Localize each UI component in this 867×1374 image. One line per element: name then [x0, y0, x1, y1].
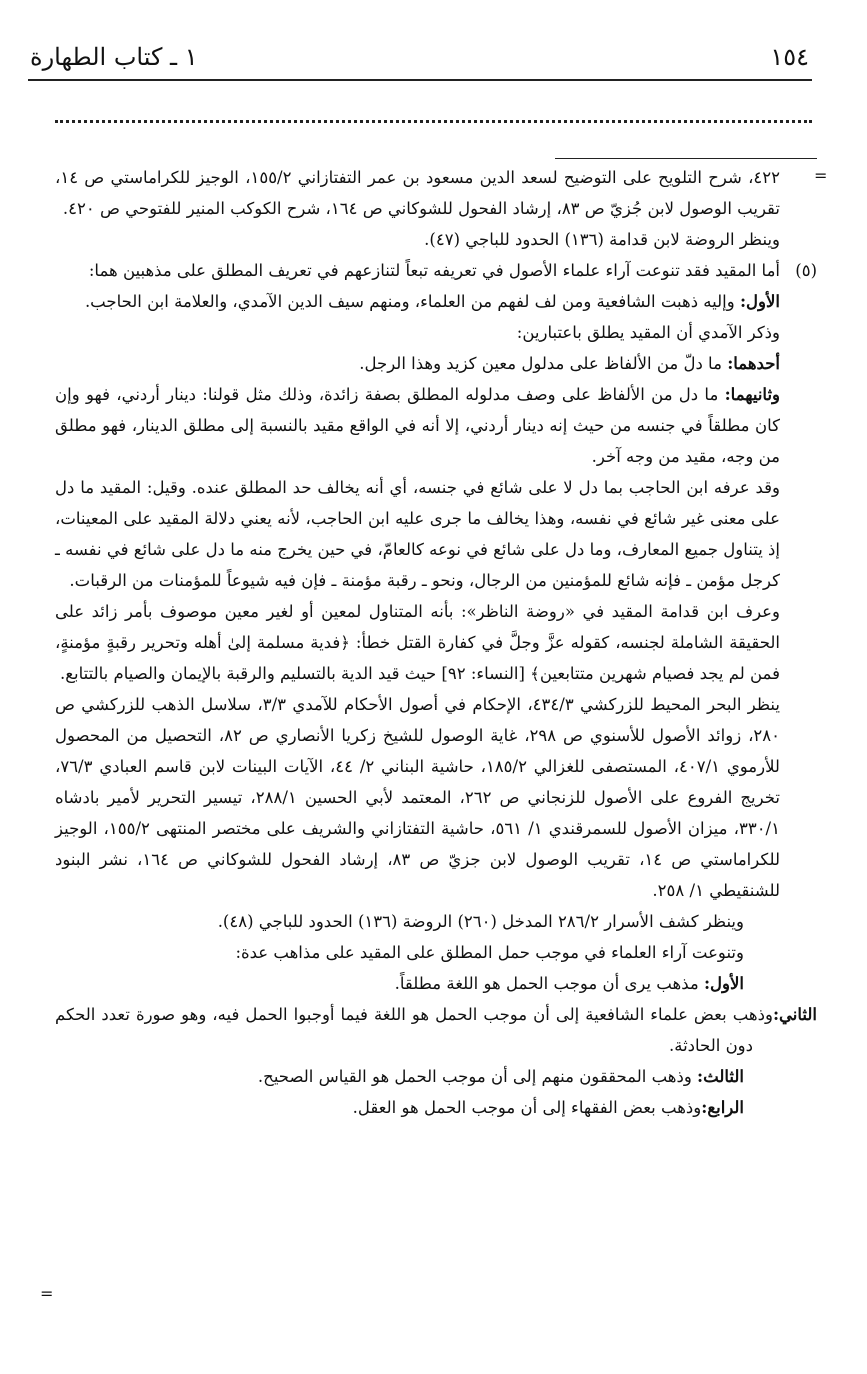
note-text: وإليه ذهبت الشافعية ومن لف لفهم من العلماء، ومنهم سيف الدين الآمدي، والعلامة ابن الحاجب.	[84, 292, 740, 311]
footnote-paragraph	[55, 317, 817, 348]
note-label: الأول:	[703, 974, 744, 993]
footnote-paragraph	[55, 596, 817, 689]
footnote-paragraph	[55, 348, 817, 379]
footnote-line	[55, 224, 817, 255]
footnote-paragraph	[55, 937, 817, 968]
note-label: الثاني:	[772, 1005, 817, 1024]
note-label: وثانيهما:	[724, 385, 780, 404]
footnote-paragraph	[55, 379, 817, 472]
footnote-5	[55, 255, 817, 286]
page-number: ١٥٤	[770, 43, 809, 71]
note-label: الأول:	[739, 292, 780, 311]
footnote-continuation	[55, 162, 817, 224]
note-text: وذهب المحققون منهم إلى أن موجب الحمل هو القياس الصحيح.	[257, 1067, 698, 1086]
note-text: ينظر البحر المحيط للزركشي ٤٣٤/٣، الإحكام في أصول الأحكام للآمدي ٣/٣، سلاسل الذهب للزركشي ص ٢٨٠، زوائد الأصول للأسنوي ص ٢٩٨، غاية الوصول للشيخ زكريا الأنصاري ص ٨٢، التحصيل من المحصول للأرموي ٤٠٧/١، المستصفى للغزالي ١٨٥/٢، حاشية البناني ٢/ ٤٤، الآيات البينات لابن قاسم العبادي ٧٦/٣، تخريج الفروع على الأصول للزنجاني ص ٢٦٢، المعتمد لأبي الحسين ٢٨٨/١، تيسير التحرير لأمير بادشاه ٣٣٠/١، ميزان الأصول للسمرقندي ١/ ٥٦١، حاشية التفتازاني والشريف على مختصر المنتهى ١٥٥/٢، الوجيز للكراماستي ص ١٤، تقريب الوصول لابن جزيّ ص ٨٣، إرشاد الفحول للشوكاني ص ١٦٤، نشر البنود للشنقيطي ١/ ٢٥٨.	[55, 695, 781, 900]
footnote-rule	[555, 158, 817, 159]
note-label: الثالث:	[697, 1067, 744, 1086]
footnote-number: (٥)	[795, 261, 817, 280]
note-text: وعرف ابن قدامة المقيد في «روضة الناظر»: بأنه المتناول لمعين أو لغير معين موصوف بأمر زائد على الحقيقة الشاملة لجنسه، كقوله عزَّ وجلَّ في كفارة القتل خطأ: ﴿فدية مسلمة إلىٰ أهله وتحرير رقبةٍ مؤمنةٍ، فمن لم يجد فصيام شهرين متتابعين﴾ [النساء: ٩٢] حيث قيد الدية بالتسليم والرقبة بالإيمان والصيام بالتتابع.	[55, 602, 780, 683]
note-label: الرابع:	[701, 1098, 744, 1117]
footnote-paragraph	[55, 999, 817, 1061]
header-rule	[28, 79, 812, 81]
footnote-paragraph	[55, 472, 817, 596]
footnote-references	[55, 689, 817, 906]
dotted-separator	[55, 120, 812, 123]
note-text: وذكر الآمدي أن المقيد يطلق باعتبارين:	[516, 323, 780, 342]
footnote-paragraph	[55, 1061, 817, 1092]
note-text: وذهب بعض علماء الشافعية إلى أن موجب الحمل هو اللغة فيما أوجبوا الحمل فيه، وهو صورة تعدد الحكم دون الحادثة.	[55, 1005, 773, 1055]
footnote-paragraph	[55, 968, 817, 999]
running-header	[30, 38, 809, 78]
note-text: ٤٢٢، شرح التلويح على التوضيح لسعد الدين مسعود بن عمر التفتازاني ١٥٥/٢، الوجيز للكراماستي ص ١٤، تقريب الوصول لابن جُزيّ ص ٨٣، إرشاد الفحول للشوكاني ص ١٦٤، شرح الكوكب المنير للفتوحي ص ٤٢٠.	[55, 168, 780, 218]
footnote-paragraph	[55, 286, 817, 317]
footnote-paragraph	[55, 1092, 817, 1123]
note-text: أما المقيد فقد تنوعت آراء علماء الأصول في تعريفه تبعاً لتنازعهم في تعريف المطلق على مذهبين هما:	[88, 261, 780, 280]
note-text: وقد عرفه ابن الحاجب بما دل لا على شائع في جنسه، أي أنه يخالف حد المطلق عنده. وقيل: المقيد ما دل على معنى غير شائع في نفسه، وهذا يخالف ما جرى عليه ابن الحاجب، لأنه يعني دلالة المقيد على المعينات، إذ يتناول جميع المعارف، وما دل على شائع في نوعه كالعامّ، في حين يخرج منه ما دل على شائع في نفسه ـ كرجل مؤمن ـ فإنه شائع للمؤمنين من الرجال، ونحو ـ رقبة مؤمنة ـ فإن فيه شيوعاً للمؤمنات من الرقبات.	[55, 478, 780, 590]
note-text: مذهب يرى أن موجب الحمل هو اللغة مطلقاً.	[394, 974, 704, 993]
note-text: ما دل من الألفاظ على وصف مدلوله المطلق بصفة زائدة، وذلك مثل قولنا: دينار أردني، فهو وإن كان مطلقاً في جنسه من حيث إنه دينار أردني، إلا أنه في الواقع مقيد بالنسبة إلى مطلق الدينار، فهو مطلق من وجه، مقيد من وجه آخر.	[55, 385, 780, 466]
footnote-paragraph	[55, 906, 817, 937]
note-text: وذهب بعض الفقهاء إلى أن موجب الحمل هو العقل.	[352, 1098, 702, 1117]
note-text: ما دلّ من الألفاظ على مدلول معين كزيد وهذا الرجل.	[359, 354, 728, 373]
note-text: وينظر الروضة لابن قدامة (١٣٦) الحدود للباجي (٤٧).	[424, 230, 780, 249]
footnotes	[55, 162, 817, 1123]
note-text: وينظر كشف الأسرار ٢٨٦/٢ المدخل (٢٦٠) الروضة (١٣٦) الحدود للباجي (٤٨).	[217, 912, 744, 931]
note-label: أحدهما:	[727, 354, 780, 373]
note-text: وتنوعت آراء العلماء في موجب حمل المطلق على المقيد على مذاهب عدة:	[235, 943, 744, 962]
chapter-title: ١ ـ كتاب الطهارة	[30, 43, 198, 71]
continuation-mark-top: =	[814, 166, 828, 185]
continuation-mark-bottom: =	[40, 1284, 54, 1303]
